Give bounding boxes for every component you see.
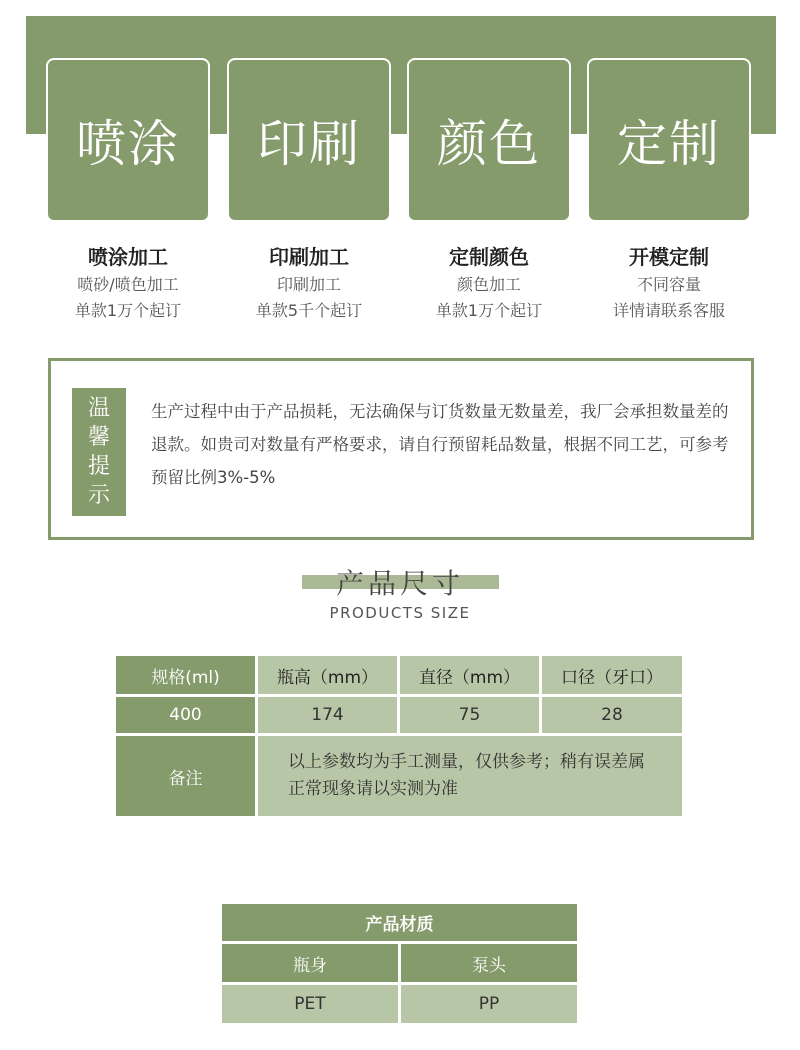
service-line: 喷砂/喷色加工 — [77, 275, 179, 294]
tile-label: 喷涂 — [76, 115, 180, 173]
material-title: 产品材质 — [222, 904, 577, 941]
notice-tag — [72, 388, 126, 516]
tile-color — [407, 58, 571, 222]
spec-note-row — [116, 736, 682, 816]
spec-value-cell: 400 — [116, 697, 255, 733]
tile-label: 定制 — [617, 115, 721, 173]
feature-tiles — [46, 58, 756, 222]
service-item — [46, 242, 210, 324]
spec-note-text: 以上参数均为手工测量，仅供参考；稍有误差属正常现象请以实测为准 — [258, 736, 682, 816]
tile-printing — [227, 58, 391, 222]
service-item — [587, 242, 751, 324]
service-item — [407, 242, 571, 324]
material-header-cell: 泵头 — [401, 944, 577, 982]
tile-custom — [587, 58, 751, 222]
service-list — [46, 242, 756, 332]
spec-header-cell: 瓶高（mm） — [258, 656, 397, 694]
service-line: 单款1万个起订 — [435, 301, 543, 320]
notice-box — [48, 358, 754, 540]
service-title: 喷涂加工 — [88, 245, 168, 269]
tile-label: 颜色 — [437, 115, 541, 173]
spec-header-row — [116, 656, 682, 694]
service-title: 定制颜色 — [449, 245, 529, 269]
spec-value-cell: 28 — [542, 697, 682, 733]
service-title: 印刷加工 — [269, 245, 349, 269]
section-title-en: PRODUCTS SIZE — [329, 604, 471, 622]
spec-note-label: 备注 — [116, 736, 255, 816]
spec-value-cell: 174 — [258, 697, 397, 733]
service-title: 开模定制 — [629, 245, 709, 269]
notice-tag-char: 提 — [87, 454, 110, 479]
service-item — [227, 242, 391, 324]
section-title — [0, 562, 800, 632]
section-title-cn: 产品尺寸 — [335, 567, 464, 600]
service-line: 颜色加工 — [456, 275, 521, 294]
spec-header-cell: 规格(ml) — [116, 656, 255, 694]
spec-header-cell: 直径（mm） — [400, 656, 539, 694]
service-line: 详情请联系客服 — [612, 301, 725, 320]
material-value-cell: PP — [401, 985, 577, 1023]
service-line: 单款5千个起订 — [255, 301, 363, 320]
spec-value-cell: 75 — [400, 697, 539, 733]
material-value-cell: PET — [222, 985, 398, 1023]
notice-tag-char: 馨 — [87, 425, 110, 450]
spec-data-row — [116, 697, 682, 733]
spec-header-cell: 口径（牙口） — [542, 656, 682, 694]
material-header-cell: 瓶身 — [222, 944, 398, 982]
service-line: 不同容量 — [636, 275, 701, 294]
tile-spraying — [46, 58, 210, 222]
notice-text: 生产过程中由于产品损耗，无法确保与订货数量无数量差，我厂会承担数量差的退款。如贵司对数量有严格要求，请自行预留耗品数量，根据不同工艺，可参考预留比例3%-5% — [151, 402, 729, 487]
notice-tag-char: 温 — [87, 396, 110, 421]
notice-tag-char: 示 — [87, 483, 110, 508]
service-line: 单款1万个起订 — [74, 301, 182, 320]
tile-label: 印刷 — [257, 115, 361, 173]
service-line: 印刷加工 — [276, 275, 341, 294]
